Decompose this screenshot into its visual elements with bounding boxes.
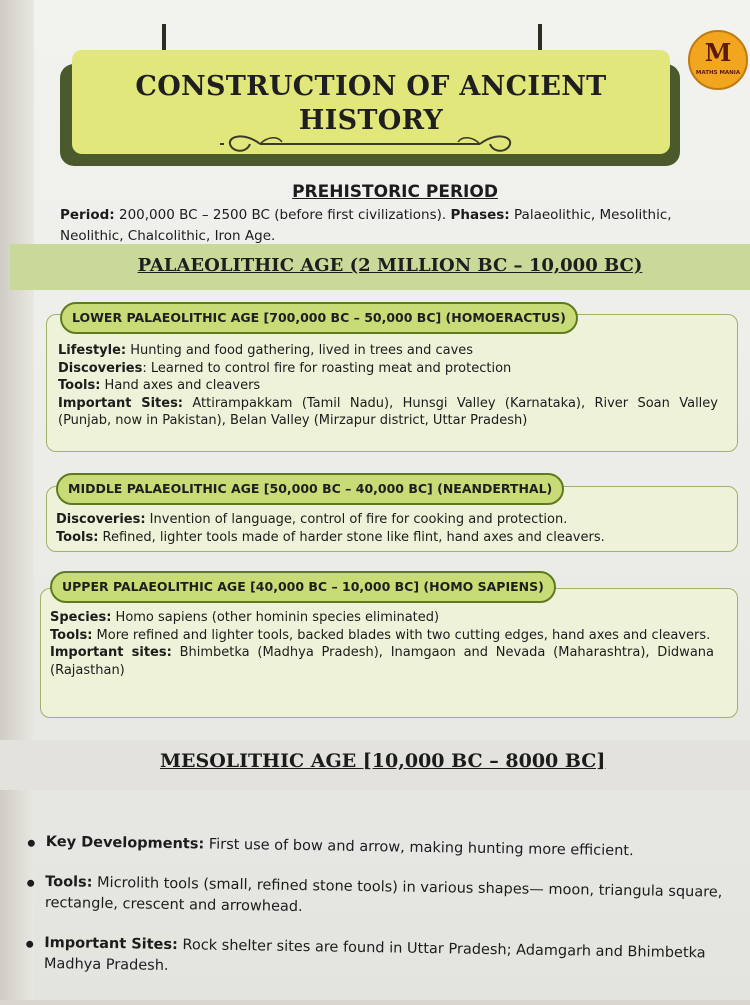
meso-sites-label: Important Sites: bbox=[44, 934, 178, 954]
mesolithic-list bbox=[43, 832, 750, 1005]
bullet-icon bbox=[26, 941, 33, 948]
upper-palaeolithic-body bbox=[50, 609, 714, 679]
discoveries-row bbox=[58, 360, 718, 378]
page-title-line-1: CONSTRUCTION OF ANCIENT bbox=[135, 71, 607, 102]
meso-tools-text: Microlith tools (small, refined stone tools) in various shapes— moon, triangula square, rectangle, crescent and arrowhead. bbox=[44, 874, 723, 916]
lower-palaeolithic-heading: LOWER PALAEOLITHIC AGE [700,000 BC – 50,000 BC] (HOMOERACTUS) bbox=[60, 302, 578, 334]
species-row bbox=[50, 609, 714, 627]
upper-sites-label: Important sites: bbox=[50, 645, 172, 660]
middle-tools-label: Tools: bbox=[56, 529, 99, 545]
upper-tools-row bbox=[50, 627, 714, 645]
lifestyle-text: Hunting and food gathering, lived in trees and caves bbox=[126, 343, 474, 358]
middle-palaeolithic-body bbox=[56, 511, 726, 546]
brand-logo bbox=[688, 30, 748, 90]
tools-row bbox=[58, 377, 718, 395]
upper-tools-label: Tools: bbox=[50, 627, 93, 643]
phases-text: Palaeolithic, Mesolithic, Neolithic, Chalcolithic, Iron Age. bbox=[60, 207, 672, 244]
page-edge-shadow bbox=[0, 0, 34, 1000]
key-developments-text: First use of bow and arrow, making hunting more efficient. bbox=[204, 836, 634, 860]
sites-label: Important Sites: bbox=[58, 395, 184, 411]
bullet-icon bbox=[27, 880, 34, 887]
species-text: Homo sapiens (other hominin species eliminated) bbox=[111, 610, 440, 625]
middle-tools-text: Refined, lighter tools made of harder stone like flint, hand axes and cleavers. bbox=[98, 529, 605, 545]
period-text: 200,000 BC – 2500 BC (before first civilizations). bbox=[114, 207, 451, 223]
meso-tools-label: Tools: bbox=[45, 873, 93, 891]
discoveries-label: Discoveries bbox=[58, 360, 143, 376]
middle-palaeolithic-heading: MIDDLE PALAEOLITHIC AGE [50,000 BC – 40,000 BC] (NEANDERTHAL) bbox=[56, 473, 564, 505]
middle-discoveries-label: Discoveries: bbox=[56, 512, 146, 527]
middle-tools-row bbox=[56, 529, 726, 547]
upper-sites-text: Bhimbetka (Madhya Pradesh), Inamgaon and Nevada (Maharashtra), Didwana (Rajasthan) bbox=[50, 645, 714, 678]
discoveries-text: : Learned to control fire for roasting meat and protection bbox=[142, 360, 512, 376]
upper-sites-row bbox=[50, 644, 714, 679]
phases-label: Phases: bbox=[450, 207, 510, 223]
prehistoric-title: PREHISTORIC PERIOD bbox=[292, 182, 498, 202]
logo-text: MATHS MANIA bbox=[695, 70, 741, 76]
lifestyle-label: Lifestyle: bbox=[58, 343, 127, 358]
sites-text: Attirampakkam (Tamil Nadu), Hunsgi Valley (Karnataka), River Soan Valley (Punjab, now in Pakistan), Belan Valley (Mirzapur district, Uttar Pradesh) bbox=[58, 395, 718, 428]
mesolithic-title: MESOLITHIC AGE [10,000 BC – 8000 BC] bbox=[160, 750, 606, 772]
list-item bbox=[44, 933, 750, 986]
upper-tools-text: More refined and lighter tools, backed blades with two cutting edges, hand axes and cleavers. bbox=[92, 627, 711, 643]
meso-sites-text: Rock shelter sites are found in Uttar Pradesh; Adamgarh and Bhimbetka Madhya Pradesh. bbox=[43, 937, 706, 974]
list-item bbox=[45, 872, 750, 925]
lifestyle-row bbox=[58, 342, 718, 360]
lower-palaeolithic-body bbox=[58, 342, 718, 430]
upper-palaeolithic-heading: UPPER PALAEOLITHIC AGE [40,000 BC – 10,000 BC] (HOMO SAPIENS) bbox=[50, 571, 556, 603]
palaeolithic-title: PALAEOLITHIC AGE (2 MILLION BC – 10,000 BC) bbox=[137, 255, 643, 276]
scroll-ornament-icon bbox=[220, 128, 520, 158]
tools-label: Tools: bbox=[58, 378, 101, 393]
page-title-line-2: HISTORY bbox=[298, 105, 444, 136]
middle-discoveries-text: Invention of language, control of fire for cooking and protection. bbox=[145, 512, 568, 527]
species-label: Species: bbox=[50, 610, 112, 625]
sites-row bbox=[58, 395, 718, 430]
period-label: Period: bbox=[60, 207, 115, 223]
tools-text: Hand axes and cleavers bbox=[100, 378, 261, 393]
key-developments-label: Key Developments: bbox=[45, 833, 205, 853]
logo-mark: M bbox=[704, 38, 732, 67]
prehistoric-summary bbox=[60, 205, 720, 247]
middle-discoveries-row bbox=[56, 511, 726, 529]
bullet-icon bbox=[28, 840, 35, 847]
